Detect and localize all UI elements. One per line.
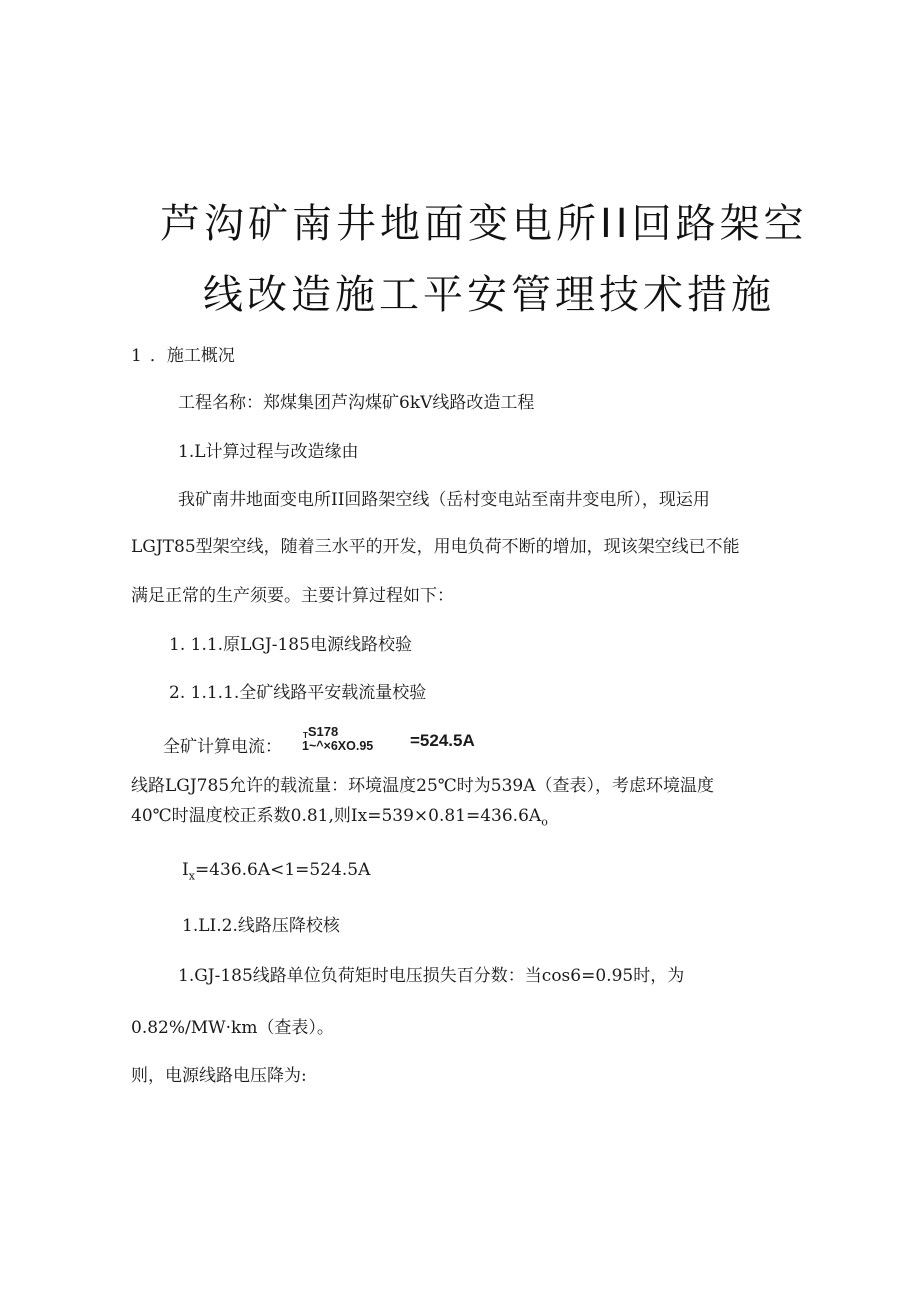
document-title-line-2: 线改造施工平安管理技术措施 <box>203 272 775 318</box>
formula-numerator-text: S178 <box>307 724 339 739</box>
subsection-1-1: 1.L计算过程与改造缘由 <box>178 442 359 462</box>
subsection-1-1-1-1: 2. 1.1.1.全矿线路平安载流量校验 <box>169 683 427 703</box>
subsection-1-1-2: 1.LI.2.线路压降校核 <box>182 916 340 936</box>
paragraph-1-line-1: 我矿南井地面变电所II回路架空线（岳村变电站至南井变电所），现运用 <box>178 490 710 510</box>
section-number: 1 <box>131 346 142 366</box>
section-heading <box>131 341 235 366</box>
paragraph-3-line-1: 1.GJ-185线路单位负荷矩时电压损失百分数：当cos6=0.95时，为 <box>178 966 685 986</box>
formula-numerator-prefix: T <box>303 731 308 740</box>
subsection-1-1-1: 1. 1.1.原LGJ-185电源线路校验 <box>169 635 412 655</box>
document-title-line-1: 芦沟矿南井地面变电所II回路架空 <box>160 201 808 247</box>
paragraph-2-line-2 <box>131 801 548 828</box>
project-name: 工程名称：郑煤集团芦沟煤矿6kV线路改造工程 <box>178 393 535 413</box>
paragraph-1-line-3: 满足正常的生产须要。主要计算过程如下： <box>131 586 454 606</box>
paragraph-3-line-2: 0.82%/MW·km（查表）。 <box>131 1018 334 1038</box>
formula-numerator <box>303 724 338 740</box>
current-symbol: I <box>182 860 189 880</box>
paragraph-1-line-2: LGJT85型架空线，随着三水平的开发，用电负荷不断的增加，现该架空线已不能 <box>131 537 740 557</box>
paragraph-4: 则，电源线路电压降为: <box>131 1066 307 1086</box>
calc-current-label: 全矿计算电流： <box>163 737 282 757</box>
formula-result: =524.5A <box>410 731 475 750</box>
paragraph-2-line-2-text: 40℃时温度校正系数0.81,则Ix=539×0.81=436.6A <box>131 806 542 826</box>
paragraph-2-suffix: o <box>541 815 548 829</box>
formula-denominator: 1~^×6XO.95 <box>302 739 374 753</box>
section-label: ．施工概况 <box>149 346 235 366</box>
current-comparison-text: =436.6A<1=524.5A <box>194 860 371 880</box>
paragraph-2-line-1: 线路LGJ785允许的载流量：环境温度25℃时为539A（查表），考虑环境温度 <box>131 776 715 796</box>
current-comparison <box>182 860 370 882</box>
current-subscript: x <box>188 869 195 883</box>
